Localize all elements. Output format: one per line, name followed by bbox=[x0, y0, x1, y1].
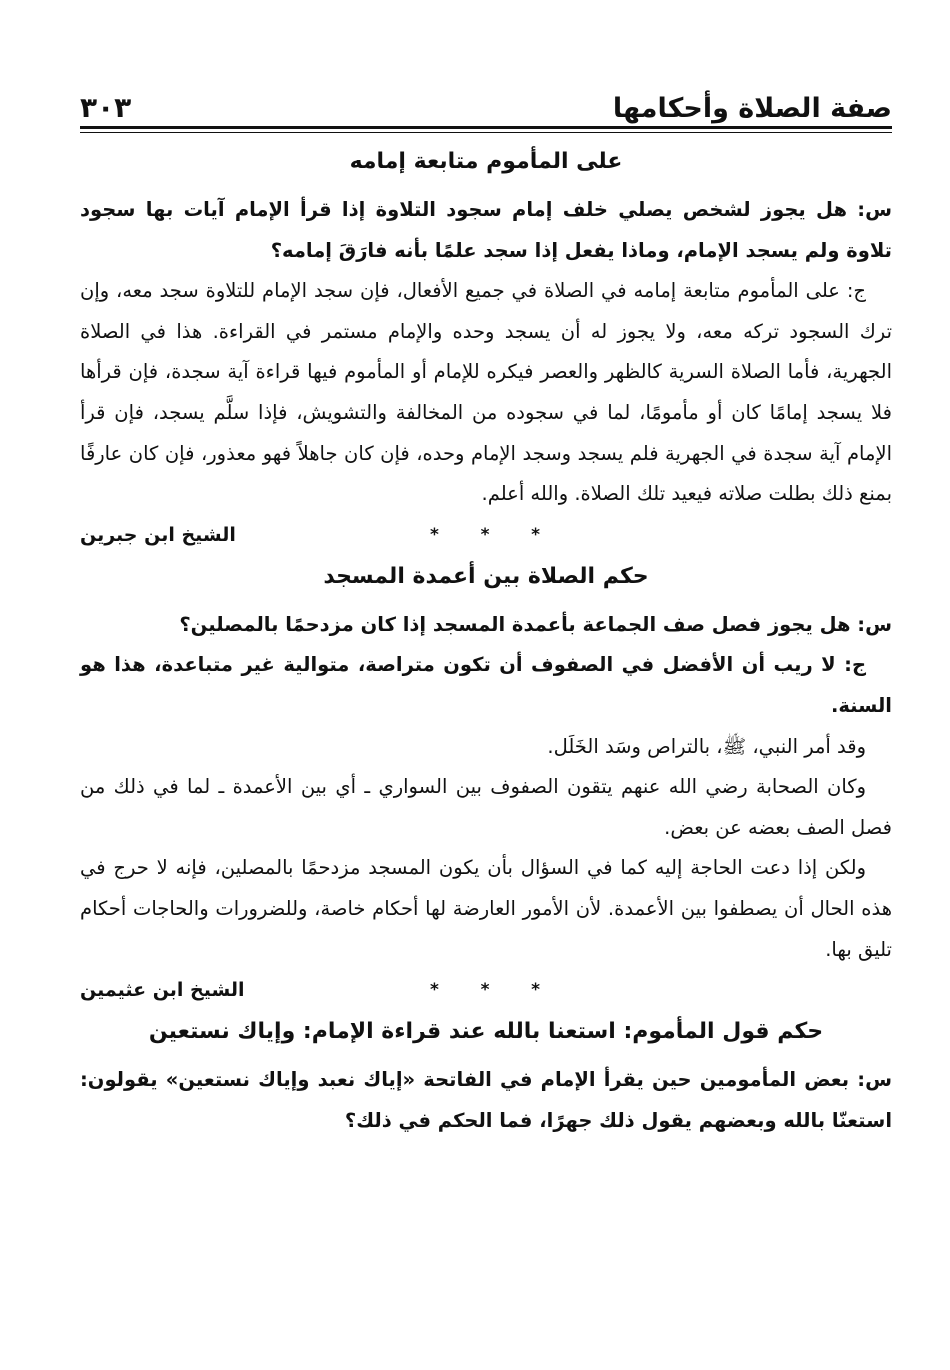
question-1: س: هل يجوز لشخص يصلي خلف إمام سجود التلاوة إذا قرأ الإمام آيات بها سجود تلاوة ولم يسجد الإمام، وماذا يفعل إذا سجد علمًا بأنه فارَقَ إمامه؟ bbox=[80, 198, 892, 262]
separator-stars-2 bbox=[430, 970, 540, 1010]
page-header bbox=[80, 84, 892, 124]
answer-2-paragraph: وكان الصحابة رضي الله عنهم يتقون الصفوف بين السواري ـ أي بين الأعمدة ـ لما في ذلك من فصل الصف بعضه عن بعض. bbox=[80, 775, 892, 839]
separator-star: * bbox=[430, 524, 439, 545]
header-rule-thick bbox=[80, 126, 892, 129]
answer-2-paragraph: ولكن إذا دعت الحاجة إليه كما في السؤال بأن يكون المسجد مزدحمًا بالمصلين، فإنه لا حرج في هذه الحال أن يصطفوا بين الأعمدة. لأن الأمور العارضة لها أحكام خاصة، وللضرورات والحاجات أحكام تليق بها. bbox=[80, 856, 892, 961]
sheikh-name-1: الشيخ ابن جبرين bbox=[80, 523, 236, 546]
separator-star: * bbox=[480, 980, 490, 1001]
header-rule-thin bbox=[80, 132, 892, 133]
separator-stars-1 bbox=[430, 515, 540, 555]
answer-1: ج: على المأموم متابعة إمامه في الصلاة في جميع الأفعال، فإن سجد الإمام للتلاوة سجد معه، وإن ترك السجود تركه معه، ولا يجوز له أن يسجد وحده والإمام مستمر في القراءة. هذا في الصلاة الجهرية، فأما الصلاة السرية كالظهر والعصر فيكره للإمام أو المأموم فيها قراءة آية سجدة، فإن قرأها فلا يسجد إمامًا كان أو مأمومًا، لما في سجوده من المخالفة والتشويش، فإذا سلَّم يسجد، فإن قرأ الإمام آية سجدة في الجهرية فلم يسجد وسجد الإمام وحده، فإن كان جاهلاً فهو معذور، فإن كان عارفًا بمنع ذلك بطلت صلاته فيعيد تلك الصلاة. والله أعلم. bbox=[80, 279, 892, 506]
section-title-3: حكم قول المأموم: استعنا بالله عند قراءة الإمام: وإياك نستعين bbox=[148, 1019, 824, 1045]
separator-star: * bbox=[531, 980, 540, 1001]
section-title-1: على المأموم متابعة إمامه bbox=[349, 149, 623, 174]
page-content bbox=[80, 140, 892, 1141]
answer-2-paragraph: وقد أمر النبي، ﷺ، بالتراص وسَد الخَلَل. bbox=[547, 734, 866, 758]
separator-star: * bbox=[531, 524, 540, 545]
section-2-footer bbox=[80, 970, 892, 1010]
section-1-footer bbox=[80, 515, 892, 555]
question-3: س: بعض المأمومين حين يقرأ الإمام في الفاتحة «إياك نعبد وإياك نستعين» يقولون: استعنّا بالله وبعضهم يقول ذلك جهرًا، فما الحكم في ذلك؟ bbox=[80, 1068, 892, 1132]
section-title-2: حكم الصلاة بين أعمدة المسجد bbox=[323, 563, 649, 589]
book-title: صفة الصلاة وأحكامها bbox=[612, 93, 892, 124]
sheikh-name-2: الشيخ ابن عثيمين bbox=[80, 979, 245, 1002]
answer-2: ج: لا ريب أن الأفضل في الصفوف أن تكون متراصة، متوالية غير متباعدة، هذا هو السنة. bbox=[80, 653, 892, 717]
separator-star: * bbox=[480, 524, 490, 545]
page-number: ٣٠٣ bbox=[80, 91, 132, 124]
book-page bbox=[80, 0, 892, 1370]
question-2: س: هل يجوز فصل صف الجماعة بأعمدة المسجد إذا كان مزدحمًا بالمصلين؟ bbox=[179, 612, 892, 636]
separator-star: * bbox=[430, 980, 439, 1001]
